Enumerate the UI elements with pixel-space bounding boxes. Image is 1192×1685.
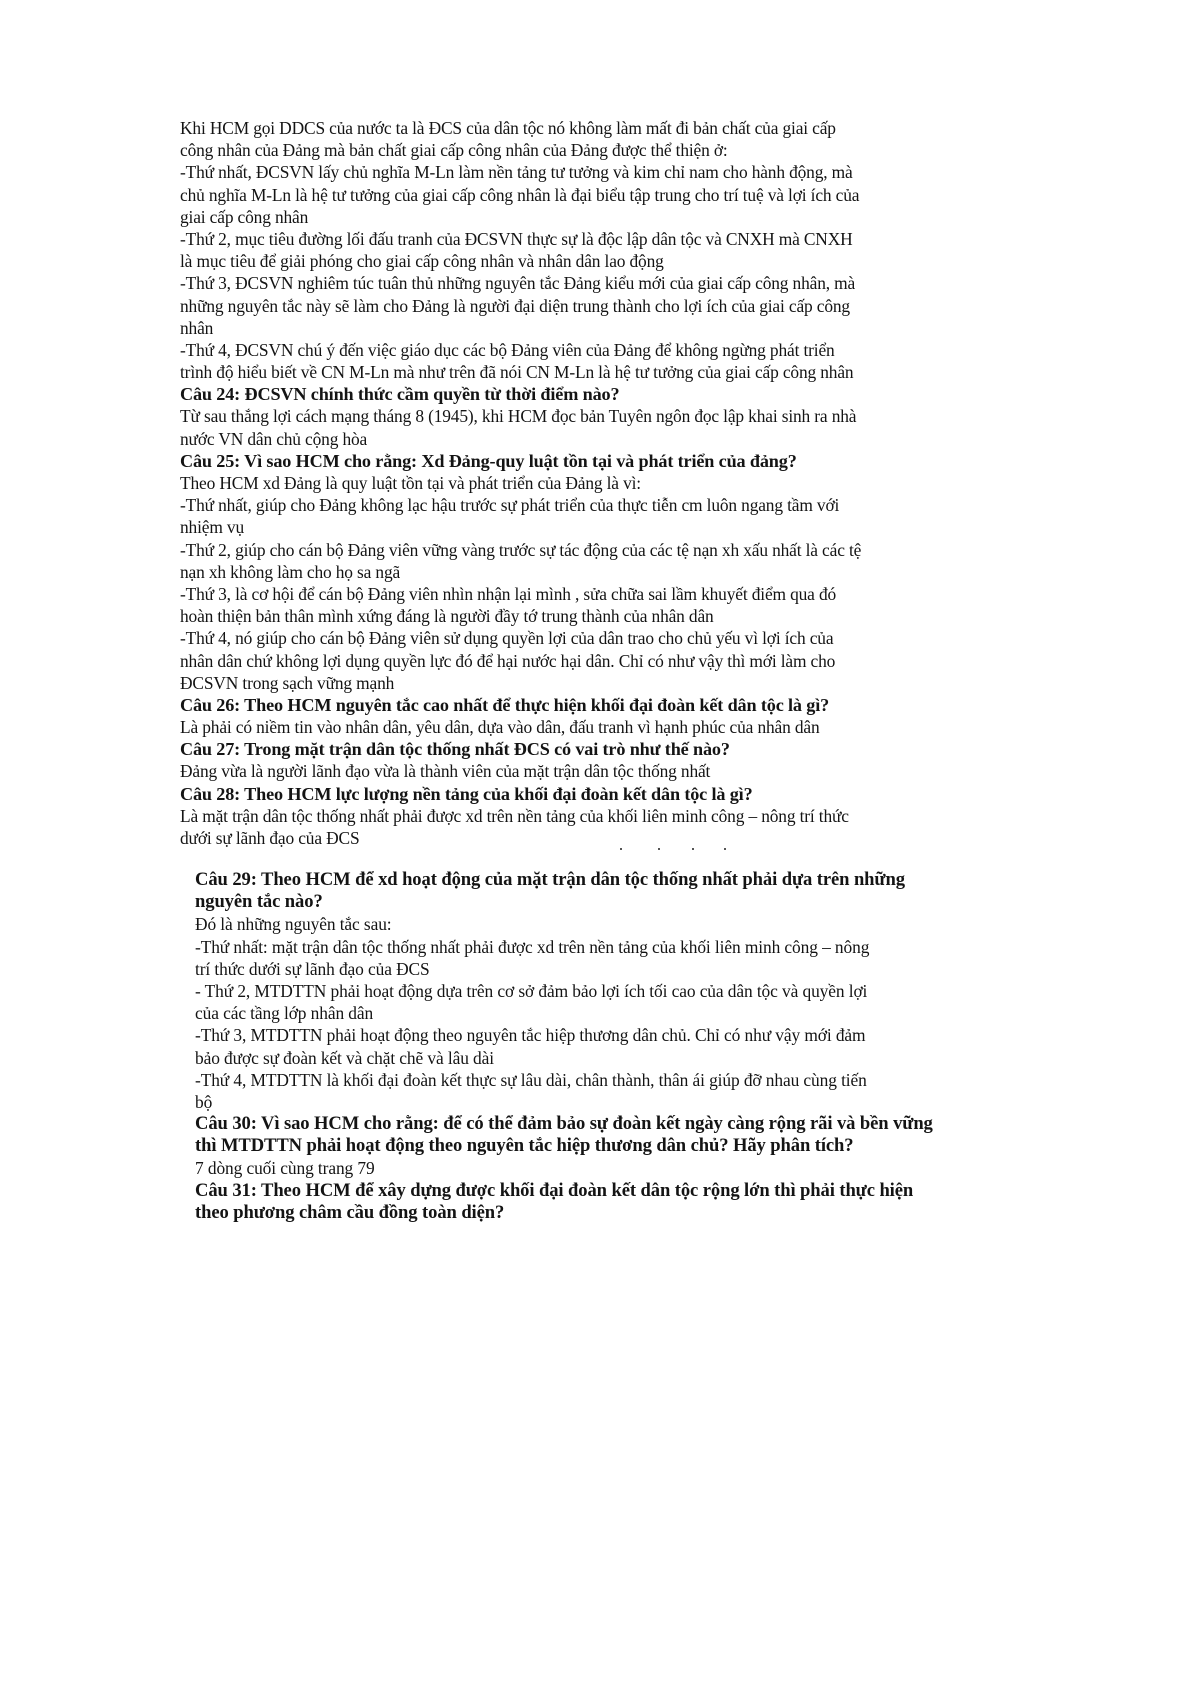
question-heading-line: Câu 30: Vì sao HCM cho rằng: để có thể đảm bảo sự đoàn kết ngày càng rộng rãi và bền vững [195,1113,933,1135]
text-line: Khi HCM gọi DDCS của nước ta là ĐCS của dân tộc nó không làm mất đi bản chất của giai cấp [180,118,836,138]
text-line: -Thứ nhất, ĐCSVN lấy chủ nghĩa M-Ln làm nền tảng tư tưởng và kim chỉ nam cho hành động, mà [180,162,853,183]
question-heading-line: Câu 31: Theo HCM để xây dựng được khối đại đoàn kết dân tộc rộng lớn thì phải thực hiện [195,1179,914,1201]
text-line: -Thứ 4, nó giúp cho cán bộ Đảng viên sử dụng quyền lợi của dân trao cho chủ yếu vì lợi ích của [180,628,834,649]
question-heading-line: Câu 28: Theo HCM lực lượng nền tảng của khối đại đoàn kết dân tộc là gì? [180,783,753,804]
text-line: bộ [195,1091,213,1112]
text-line: nhân dân chứ không lợi dụng quyền lực đó để hại nước hại dân. Chỉ có như vậy thì mới làm cho [180,650,836,671]
text-line: ĐCSVN trong sạch vững mạnh [180,672,395,693]
text-line: - Thứ 2, MTDTTN phải hoạt động dựa trên cơ sở đảm bảo lợi ích tối cao của dân tộc và quyền lợi [195,980,868,1001]
text-line: bảo được sự đoàn kết và chặt chẽ và lâu dài [195,1047,494,1068]
question-heading-line: Câu 25: Vì sao HCM cho rằng: Xd Đảng-quy luật tồn tại và phát triển của đảng? [180,450,797,471]
question-heading-line: Câu 27: Trong mặt trận dân tộc thống nhất ĐCS có vai trò như thế nào? [180,739,730,760]
text-line: Theo HCM xd Đảng là quy luật tồn tại và phát triển của Đảng là vì: [180,473,641,493]
question-heading-line: Câu 24: ĐCSVN chính thức cầm quyền từ thời điểm nào? [180,384,620,405]
text-line: 7 dòng cuối cùng trang 79 [195,1158,375,1179]
text-line: trí thức dưới sự lãnh đạo của ĐCS [195,958,430,979]
text-line: nước VN dân chủ cộng hòa [180,428,368,449]
text-line: nhiệm vụ [180,517,245,538]
text-line: nạn xh không làm cho họ sa ngã [180,561,401,582]
question-heading-line: theo phương châm cầu đồng toàn diện? [195,1201,505,1223]
question-heading-line: Câu 26: Theo HCM nguyên tắc cao nhất để thực hiện khối đại đoàn kết dân tộc là gì? [180,694,830,715]
question-heading-line: thì MTDTTN phải hoạt động theo nguyên tắc hiệp thương dân chủ? Hãy phân tích? [195,1135,854,1157]
text-line: -Thứ 4, MTDTTN là khối đại đoàn kết thực sự lâu dài, chân thành, thân ái giúp đỡ nhau cùng tiến [195,1069,867,1090]
text-line: Là phải có niềm tin vào nhân dân, yêu dân, dựa vào dân, đấu tranh vì hạnh phúc của nhân dân [180,717,820,738]
text-line: -Thứ nhất: mặt trận dân tộc thống nhất phải được xd trên nền tảng của khối liên minh công – nông [195,936,870,957]
question-heading-line: Câu 29: Theo HCM để xd hoạt động của mặt trận dân tộc thống nhất phải dựa trên những [195,869,905,890]
text-line: dưới sự lãnh đạo của ĐCS [180,828,360,848]
text-line: -Thứ 3, là cơ hội để cán bộ Đảng viên nhìn nhận lại mình , sửa chữa sai lầm khuyết điểm qua đó [180,583,837,604]
question-heading-line: nguyên tắc nào? [195,891,323,913]
text-line: -Thứ 3, MTDTTN phải hoạt động theo nguyên tắc hiệp thương dân chủ. Chỉ có như vậy mới đảm [195,1025,866,1046]
text-line: nhân [180,317,214,338]
text-line: trình độ hiểu biết về CN M-Ln mà như trên đã nói CN M-Ln là hệ tư tưởng của giai cấp công nhân [180,362,854,383]
text-line: -Thứ 2, giúp cho cán bộ Đảng viên vững vàng trước sự tác động của các tệ nạn xh xấu nhất là các tệ [180,539,862,560]
text-line: Là mặt trận dân tộc thống nhất phải được xd trên nền tảng của khối liên minh công – nông trí thức [180,805,849,826]
text-line: hoàn thiện bản thân mình xứng đáng là người đầy tớ trung thành của nhân dân [180,606,714,627]
text-line: -Thứ 2, mục tiêu đường lối đấu tranh của ĐCSVN thực sự là độc lập dân tộc và CNXH mà CNXH [180,228,853,249]
text-line: Đó là những nguyên tắc sau: [195,914,392,935]
text-line: -Thứ nhất, giúp cho Đảng không lạc hậu trước sự phát triển của thực tiễn cm luôn ngang tầm với [180,495,840,516]
text-line: Đảng vừa là người lãnh đạo vừa là thành viên của mặt trận dân tộc thống nhất [180,761,711,782]
text-line: của các tầng lớp nhân dân [195,1003,374,1024]
scan-artifact [620,848,780,852]
text-line: -Thứ 4, ĐCSVN chú ý đến việc giáo dục các bộ Đảng viên của Đảng để không ngừng phát triển [180,339,835,360]
text-line: Từ sau thắng lợi cách mạng tháng 8 (1945), khi HCM đọc bản Tuyên ngôn đọc lập khai sinh ra nhà [180,406,857,427]
text-line: là mục tiêu để giải phóng cho giai cấp công nhân và nhân dân lao động [180,251,664,272]
text-line: chủ nghĩa M-Ln là hệ tư tưởng của giai cấp công nhân là đại biểu tập trung cho trí tuệ và lợi ích của [180,184,860,205]
text-line: những nguyên tắc này sẽ làm cho Đảng là người đại diện trung thành cho lợi ích của giai cấp công [180,295,850,316]
document-section-top [180,117,970,849]
text-line: công nhân của Đảng mà bản chất giai cấp công nhân của Đảng được thể thiện ở: [180,140,728,161]
text-line: -Thứ 3, ĐCSVN nghiêm túc tuân thủ những nguyên tắc Đảng kiểu mới của giai cấp công nhân, mà [180,273,856,294]
text-line: giai cấp công nhân [180,206,309,227]
document-section-bottom [195,869,975,1224]
